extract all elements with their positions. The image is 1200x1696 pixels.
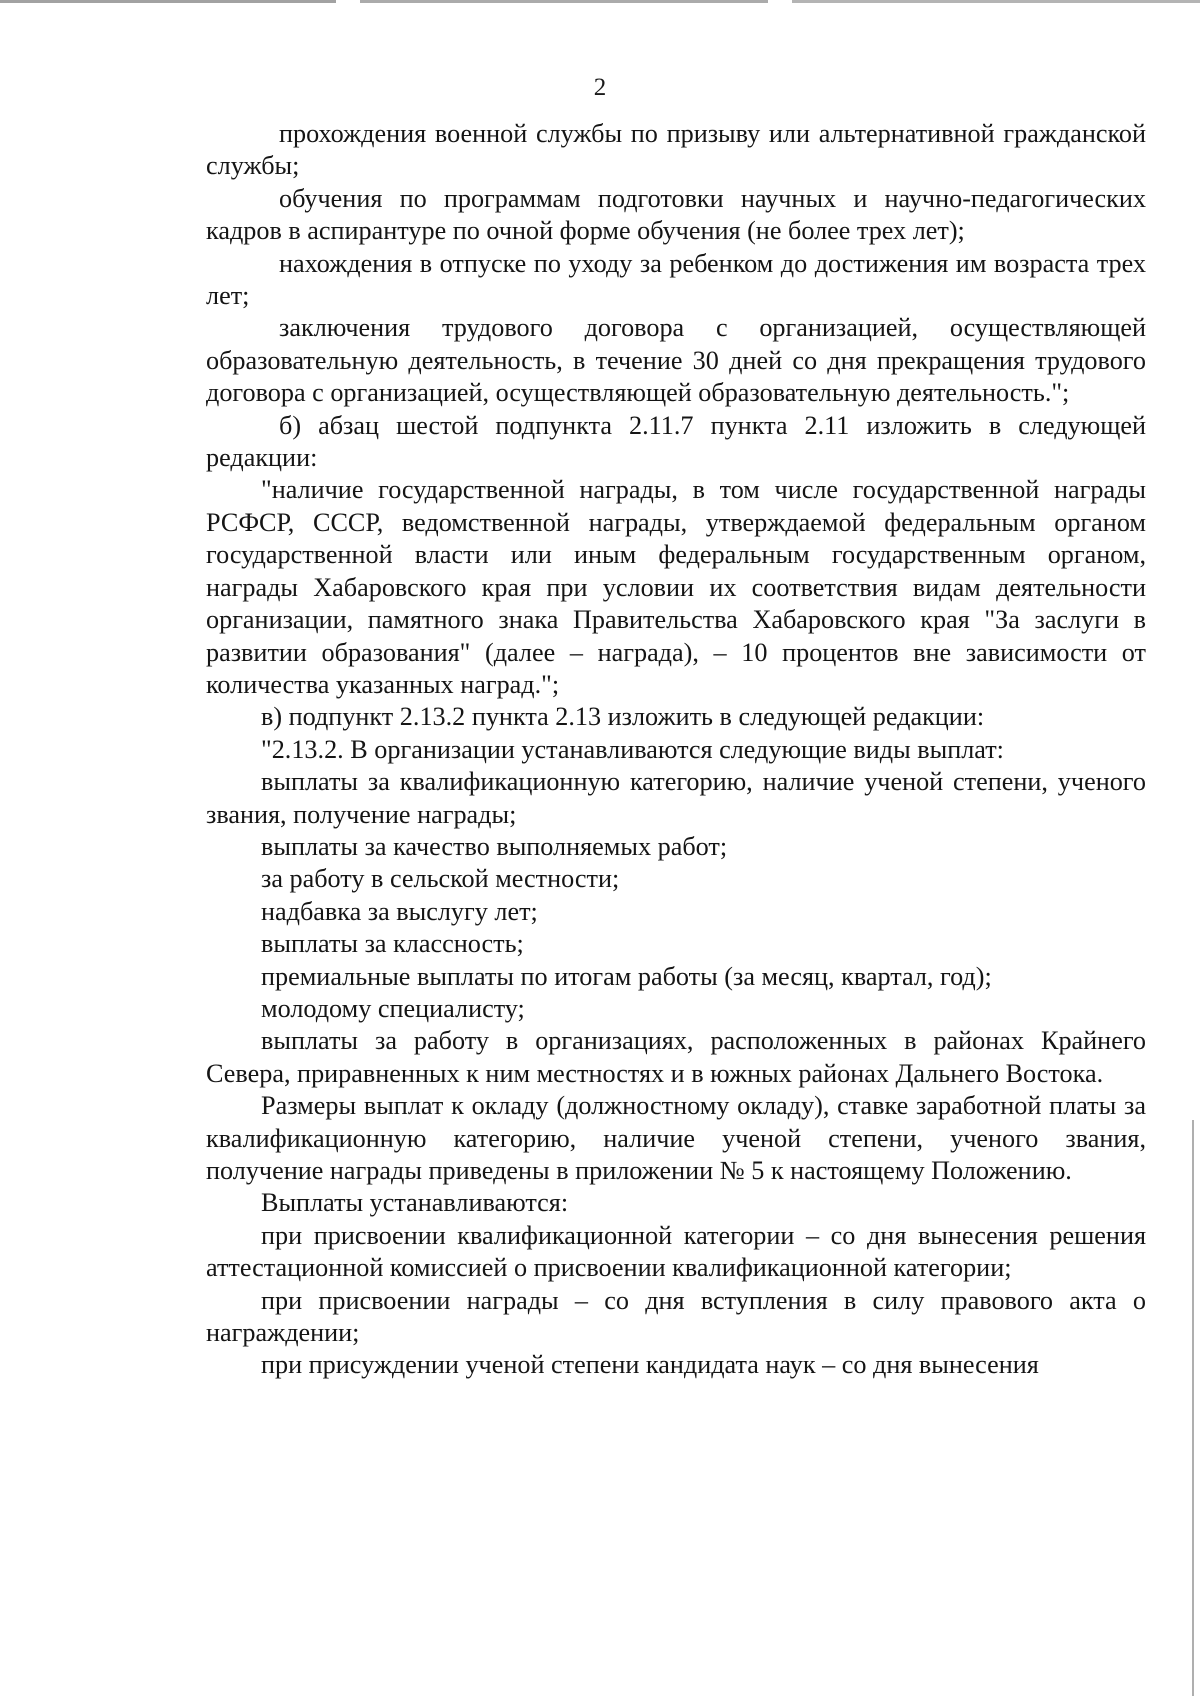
paragraph: выплаты за квалификационную категорию, наличие ученой степени, ученого звания, получение награды;: [206, 767, 1146, 829]
document-body: [206, 118, 1146, 1382]
paragraph: б) абзац шестой подпункта 2.11.7 пункта 2.11 изложить в следующей редакции:: [206, 410, 1146, 473]
paragraph: надбавка за выслугу лет;: [261, 896, 538, 926]
paragraph: Размеры выплат к окладу (должностному окладу), ставке заработной платы за квалификационную категорию, наличие ученой степени, ученого звания, получение награды приведены в приложении № 5 к настоящему Положению.: [206, 1091, 1146, 1185]
scan-edge-top: [0, 0, 1200, 3]
paragraph: при присуждении ученой степени кандидата наук – со дня вынесения: [261, 1350, 1039, 1380]
paragraph: при присвоении квалификационной категории – со дня вынесения решения аттестационной комиссией о присвоении квалификационной категории;: [206, 1220, 1146, 1283]
paragraph: обучения по программам подготовки научных и научно-педагогических кадров в аспирантуре по очной форме обучения (не более трех лет);: [206, 183, 1146, 246]
paragraph: "наличие государственной награды, в том числе государственной награды РСФСР, СССР, ведомственной награды, утверждаемой федеральным органом государственной власти или иным федеральным государственным органом, награды Хабаровского края при условии их соответствия видам деятельности организации, памятного знака Правительства Хабаровского края "За заслуги в развитии образования" (далее – награда), – 10 процентов вне зависимости от количества указанных наград.";: [206, 475, 1146, 699]
page-number: 2: [593, 74, 607, 101]
paragraph: нахождения в отпуске по уходу за ребенком до достижения им возраста трех лет;: [206, 248, 1146, 311]
paragraph: при присвоении награды – со дня вступления в силу правового акта о награждении;: [206, 1285, 1146, 1348]
paragraph: выплаты за работу в организациях, расположенных в районах Крайнего Севера, приравненных к ним местностях и в южных районах Дальнего Востока.: [206, 1026, 1146, 1088]
paragraph: в) подпункт 2.13.2 пункта 2.13 изложить в следующей редакции:: [261, 702, 985, 732]
paragraph: "2.13.2. В организации устанавливаются следующие виды выплат:: [261, 734, 1004, 764]
paragraph: Выплаты устанавливаются:: [261, 1188, 569, 1218]
paragraph: прохождения военной службы по призыву или альтернативной гражданской службы;: [206, 119, 1146, 181]
paragraph: молодому специалисту;: [261, 993, 525, 1023]
paragraph: заключения трудового договора с организацией, осуществляющей образовательную деятельность, в течение 30 дней со дня прекращения трудового договора с организацией, осуществляющей образовательную деятельность.";: [206, 313, 1146, 408]
paragraph: выплаты за классность;: [261, 929, 524, 959]
paragraph: за работу в сельской местности;: [261, 864, 620, 894]
paragraph: выплаты за качество выполняемых работ;: [261, 831, 728, 861]
paragraph: премиальные выплаты по итогам работы (за месяц, квартал, год);: [261, 961, 992, 991]
scan-edge-right: [1192, 1120, 1194, 1696]
